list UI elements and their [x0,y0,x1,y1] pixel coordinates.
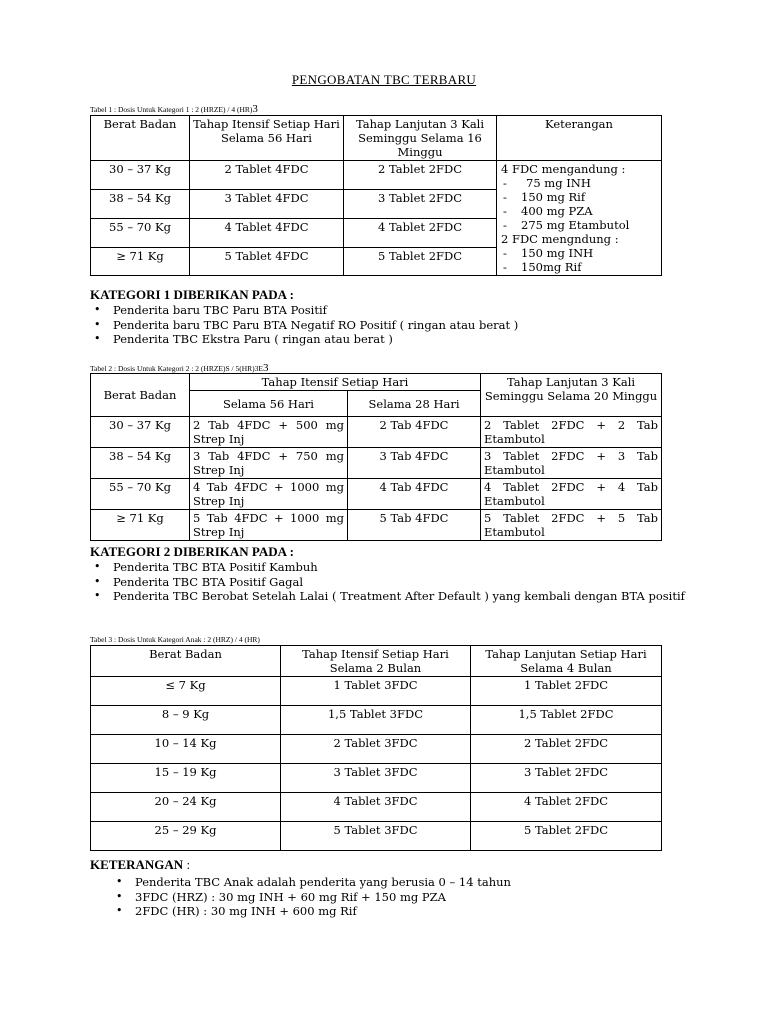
table2-cell: 5 Tab 4FDC + 1000 mg Strep Inj [190,510,348,541]
table1 [90,115,662,276]
kategori2-heading: KATEGORI 2 DIBERIKAN PADA : [90,544,294,559]
table3-cell: 4 Tablet 3FDC [281,793,471,822]
table1-caption-suffix: 3 [252,103,258,115]
list-item: - 150mg Rif [501,260,658,274]
table1-header-row [91,116,662,161]
table-row [91,417,662,448]
table3-cell: 5 Tablet 2FDC [471,822,662,851]
list-item: • Penderita TBC BTA Positif Gagal [90,575,690,590]
table1-keterangan-cell [497,161,662,276]
table1-cell: 4 Tablet 4FDC [190,219,344,248]
table2-cell: 2 Tab 4FDC + 500 mg Strep Inj [190,417,348,448]
table2-cell: 3 Tab 4FDC + 750 mg Strep Inj [190,448,348,479]
table-row [91,706,662,735]
table1-cell: 55 – 70 Kg [91,219,190,248]
table3-cell: 3 Tablet 2FDC [471,764,662,793]
table3-caption: Tabel 3 : Dosis Untuk Kategori Anak : 2 (HRZ) / 4 (HR) [90,635,260,644]
table2-caption-text: Tabel 2 : Dosis Untuk Kategori 2 : 2 (HRZE)S / 5(HR)3E [90,364,263,373]
table2-cell: 3 Tablet 2FDC + 3 Tab Etambutol [481,448,662,479]
keterangan-2fdc-label: 2 FDC mengndung : [501,232,619,246]
table-row [91,735,662,764]
list-item: - 75 mg INH [501,176,658,190]
table3-cell: ≤ 7 Kg [91,677,281,706]
table2-caption-suffix: 3 [263,362,269,374]
table2-cell: ≥ 71 Kg [91,510,190,541]
keterangan-heading-text: KETERANGAN [90,857,184,872]
list-item: • Penderita TBC Anak adalah penderita yang berusia 0 – 14 tahun [112,875,672,890]
list-item: - 150 mg Rif [501,190,658,204]
table3-header-lanjutan: Tahap Lanjutan Setiap Hari Selama 4 Bulan [471,646,662,677]
table3-cell: 1 Tablet 3FDC [281,677,471,706]
table1-cell: 5 Tablet 4FDC [190,248,344,276]
table3-header-intensif: Tahap Itensif Setiap Hari Selama 2 Bulan [281,646,471,677]
table2-cell: 3 Tab 4FDC [348,448,481,479]
table3-cell: 8 – 9 Kg [91,706,281,735]
keterangan-4fdc-label: 4 FDC mengandung : [501,162,626,176]
list-item: - 400 mg PZA [501,204,658,218]
table1-cell: 4 Tablet 2FDC [344,219,497,248]
table3-cell: 4 Tablet 2FDC [471,793,662,822]
table3-cell: 15 – 19 Kg [91,764,281,793]
table3-cell: 5 Tablet 3FDC [281,822,471,851]
list-item: • Penderita TBC BTA Positif Kambuh [90,560,690,575]
table3-cell: 1,5 Tablet 3FDC [281,706,471,735]
list-item: • Penderita TBC Ekstra Paru ( ringan atau berat ) [90,332,690,347]
table3-cell: 10 – 14 Kg [91,735,281,764]
keterangan-4fdc-list [501,176,658,232]
table-row [91,793,662,822]
table1-cell: 38 – 54 Kg [91,190,190,219]
table2-cell: 30 – 37 Kg [91,417,190,448]
table2-cell: 2 Tab 4FDC [348,417,481,448]
table-row [91,479,662,510]
table3-header-berat: Berat Badan [91,646,281,677]
table-row [91,161,662,190]
list-item: - 275 mg Etambutol [501,218,658,232]
table1-caption-text: Tabel 1 : Dosis Untuk Kategori 1 : 2 (HRZE) / 4 (HR) [90,105,253,114]
table3-cell: 20 – 24 Kg [91,793,281,822]
document-title: PENGOBATAN TBC TERBARU [291,72,477,87]
table-row [91,764,662,793]
table1-header-berat: Berat Badan [91,116,190,161]
table3-cell: 1,5 Tablet 2FDC [471,706,662,735]
table3-header-row [91,646,662,677]
table2-header-berat: Berat Badan [91,374,190,417]
keterangan-2fdc-list [501,246,658,274]
table2-cell: 38 – 54 Kg [91,448,190,479]
table2-cell: 5 Tab 4FDC [348,510,481,541]
table1-header-lanjutan: Tahap Lanjutan 3 Kali Seminggu Selama 16 Minggu [344,116,497,161]
table2-cell: 55 – 70 Kg [91,479,190,510]
table3-cell: 3 Tablet 3FDC [281,764,471,793]
table3-cell: 1 Tablet 2FDC [471,677,662,706]
table-row [91,822,662,851]
table1-cell: 30 – 37 Kg [91,161,190,190]
table2-header-lanjutan: Tahap Lanjutan 3 Kali Seminggu Selama 20 Minggu [481,374,662,417]
table2-cell: 5 Tablet 2FDC + 5 Tab Etambutol [481,510,662,541]
table3-cell: 2 Tablet 3FDC [281,735,471,764]
list-item: • Penderita baru TBC Paru BTA Positif [90,303,690,318]
table2 [90,373,662,541]
table3 [90,645,662,851]
table2-header-28hari: Selama 28 Hari [348,391,481,417]
table-row [91,448,662,479]
table2-header-row [91,374,662,391]
table1-cell: 3 Tablet 2FDC [344,190,497,219]
kategori2-list [90,560,690,604]
keterangan-heading [90,857,190,873]
table1-caption [90,103,258,115]
table3-cell: 25 – 29 Kg [91,822,281,851]
table2-cell: 4 Tab 4FDC [348,479,481,510]
table1-header-intensif: Tahap Itensif Setiap Hari Selama 56 Hari [190,116,344,161]
list-item: • 2FDC (HR) : 30 mg INH + 600 mg Rif [112,904,672,919]
table1-cell: 5 Tablet 2FDC [344,248,497,276]
kategori1-heading: KATEGORI 1 DIBERIKAN PADA : [90,287,294,302]
table1-cell: ≥ 71 Kg [91,248,190,276]
table2-cell: 4 Tablet 2FDC + 4 Tab Etambutol [481,479,662,510]
list-item: • 3FDC (HRZ) : 30 mg INH + 60 mg Rif + 150 mg PZA [112,890,672,905]
keterangan-heading-colon: : [183,857,191,872]
list-item: • Penderita baru TBC Paru BTA Negatif RO Positif ( ringan atau berat ) [90,318,690,333]
table1-cell: 2 Tablet 2FDC [344,161,497,190]
table-row [91,510,662,541]
table3-cell: 2 Tablet 2FDC [471,735,662,764]
table2-header-56hari: Selama 56 Hari [190,391,348,417]
table-row [91,677,662,706]
table2-cell: 2 Tablet 2FDC + 2 Tab Etambutol [481,417,662,448]
table2-header-intensif: Tahap Itensif Setiap Hari [190,374,481,391]
list-item: - 150 mg INH [501,246,658,260]
table1-header-keterangan: Keterangan [497,116,662,161]
table2-cell: 4 Tab 4FDC + 1000 mg Strep Inj [190,479,348,510]
list-item: • Penderita TBC Berobat Setelah Lalai ( Treatment After Default ) yang kembali dengan BTA positif [90,589,690,604]
table1-cell: 2 Tablet 4FDC [190,161,344,190]
kategori1-list [90,303,690,347]
table1-cell: 3 Tablet 4FDC [190,190,344,219]
keterangan-list [112,875,672,919]
